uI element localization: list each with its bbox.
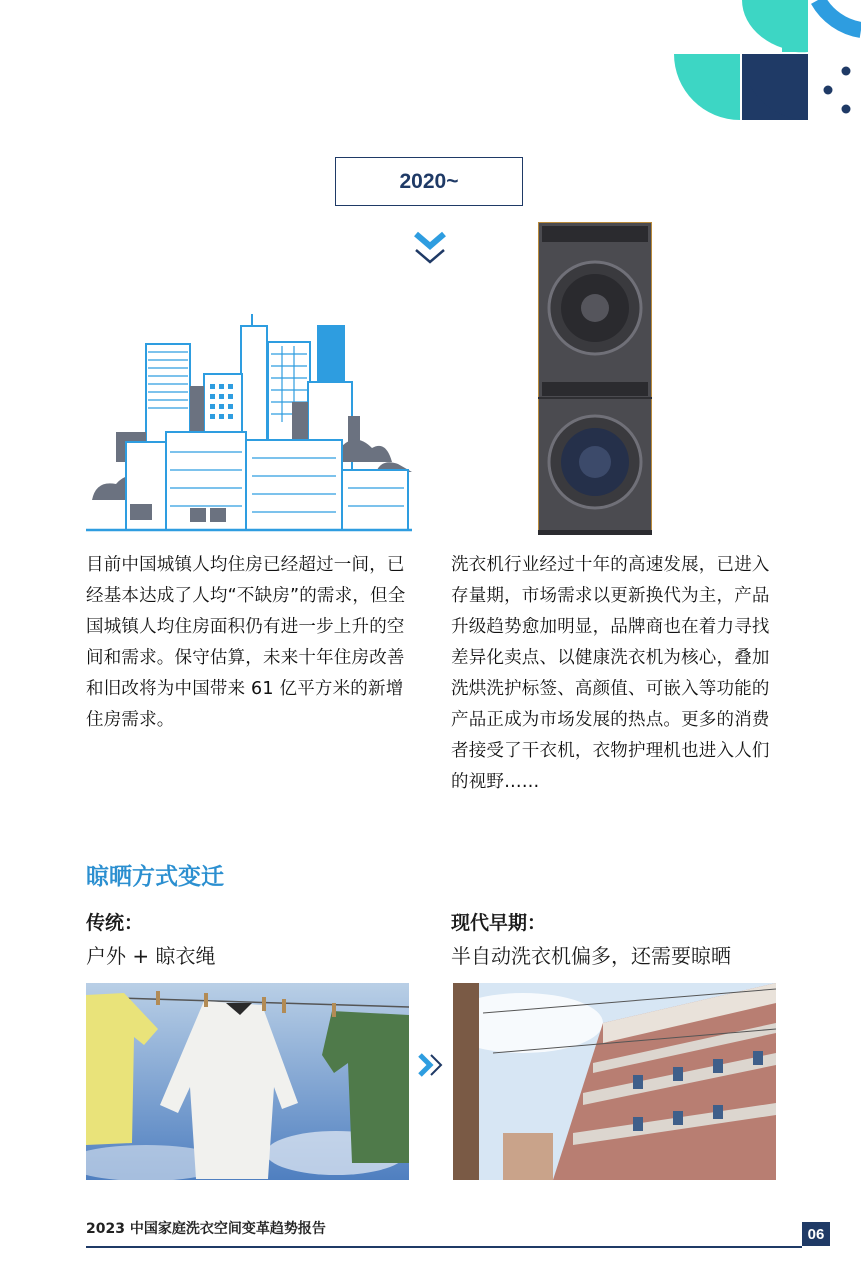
year-label: 2020~ (399, 169, 459, 193)
clothesline-photo (86, 983, 409, 1180)
page-number: 06 (802, 1222, 830, 1246)
chevron-right-double-icon (416, 1051, 446, 1079)
year-label-box (335, 157, 523, 206)
modern-early-title: 现代早期： (451, 912, 547, 934)
city-skyline-illustration (86, 312, 412, 534)
washer-industry-paragraph: 洗衣机行业经过十年的高速发展，已进入存量期，市场需求以更新换代为主，产品升级趋势愈加明显，品牌商也在着力寻找差异化卖点、以健康洗衣机为核心，叠加洗烘洗护标签、高颜值、可嵌入等功能的产品正成为市场发展的热点。更多的消费者接受了干衣机，衣物护理机也进入人们的视野…… (451, 555, 770, 792)
report-title-footer: 2023 中国家庭洗衣空间变革趋势报告 (86, 1221, 326, 1237)
corner-decoration (0, 0, 861, 130)
apartment-balconies-photo (453, 983, 776, 1180)
modern-early-description: 半自动洗衣机偏多，还需要晾晒 (451, 944, 731, 968)
housing-paragraph: 目前中国城镇人均住房已经超过一间，已经基本达成了人均“不缺房”的需求，但全国城镇人均住房面积仍有进一步上升的空间和需求。保守估算，未来十年住房改善和旧改将为中国带来 61 亿平方米的新增住房需求。 (86, 555, 406, 730)
footer-divider (86, 1246, 802, 1248)
washer-dryer-stack-image (538, 222, 652, 535)
chevron-down-double-icon (412, 226, 448, 274)
section-title: 晾晒方式变迁 (86, 864, 224, 890)
traditional-title: 传统： (86, 912, 144, 934)
traditional-description: 户外 + 晾衣绳 (86, 944, 216, 968)
